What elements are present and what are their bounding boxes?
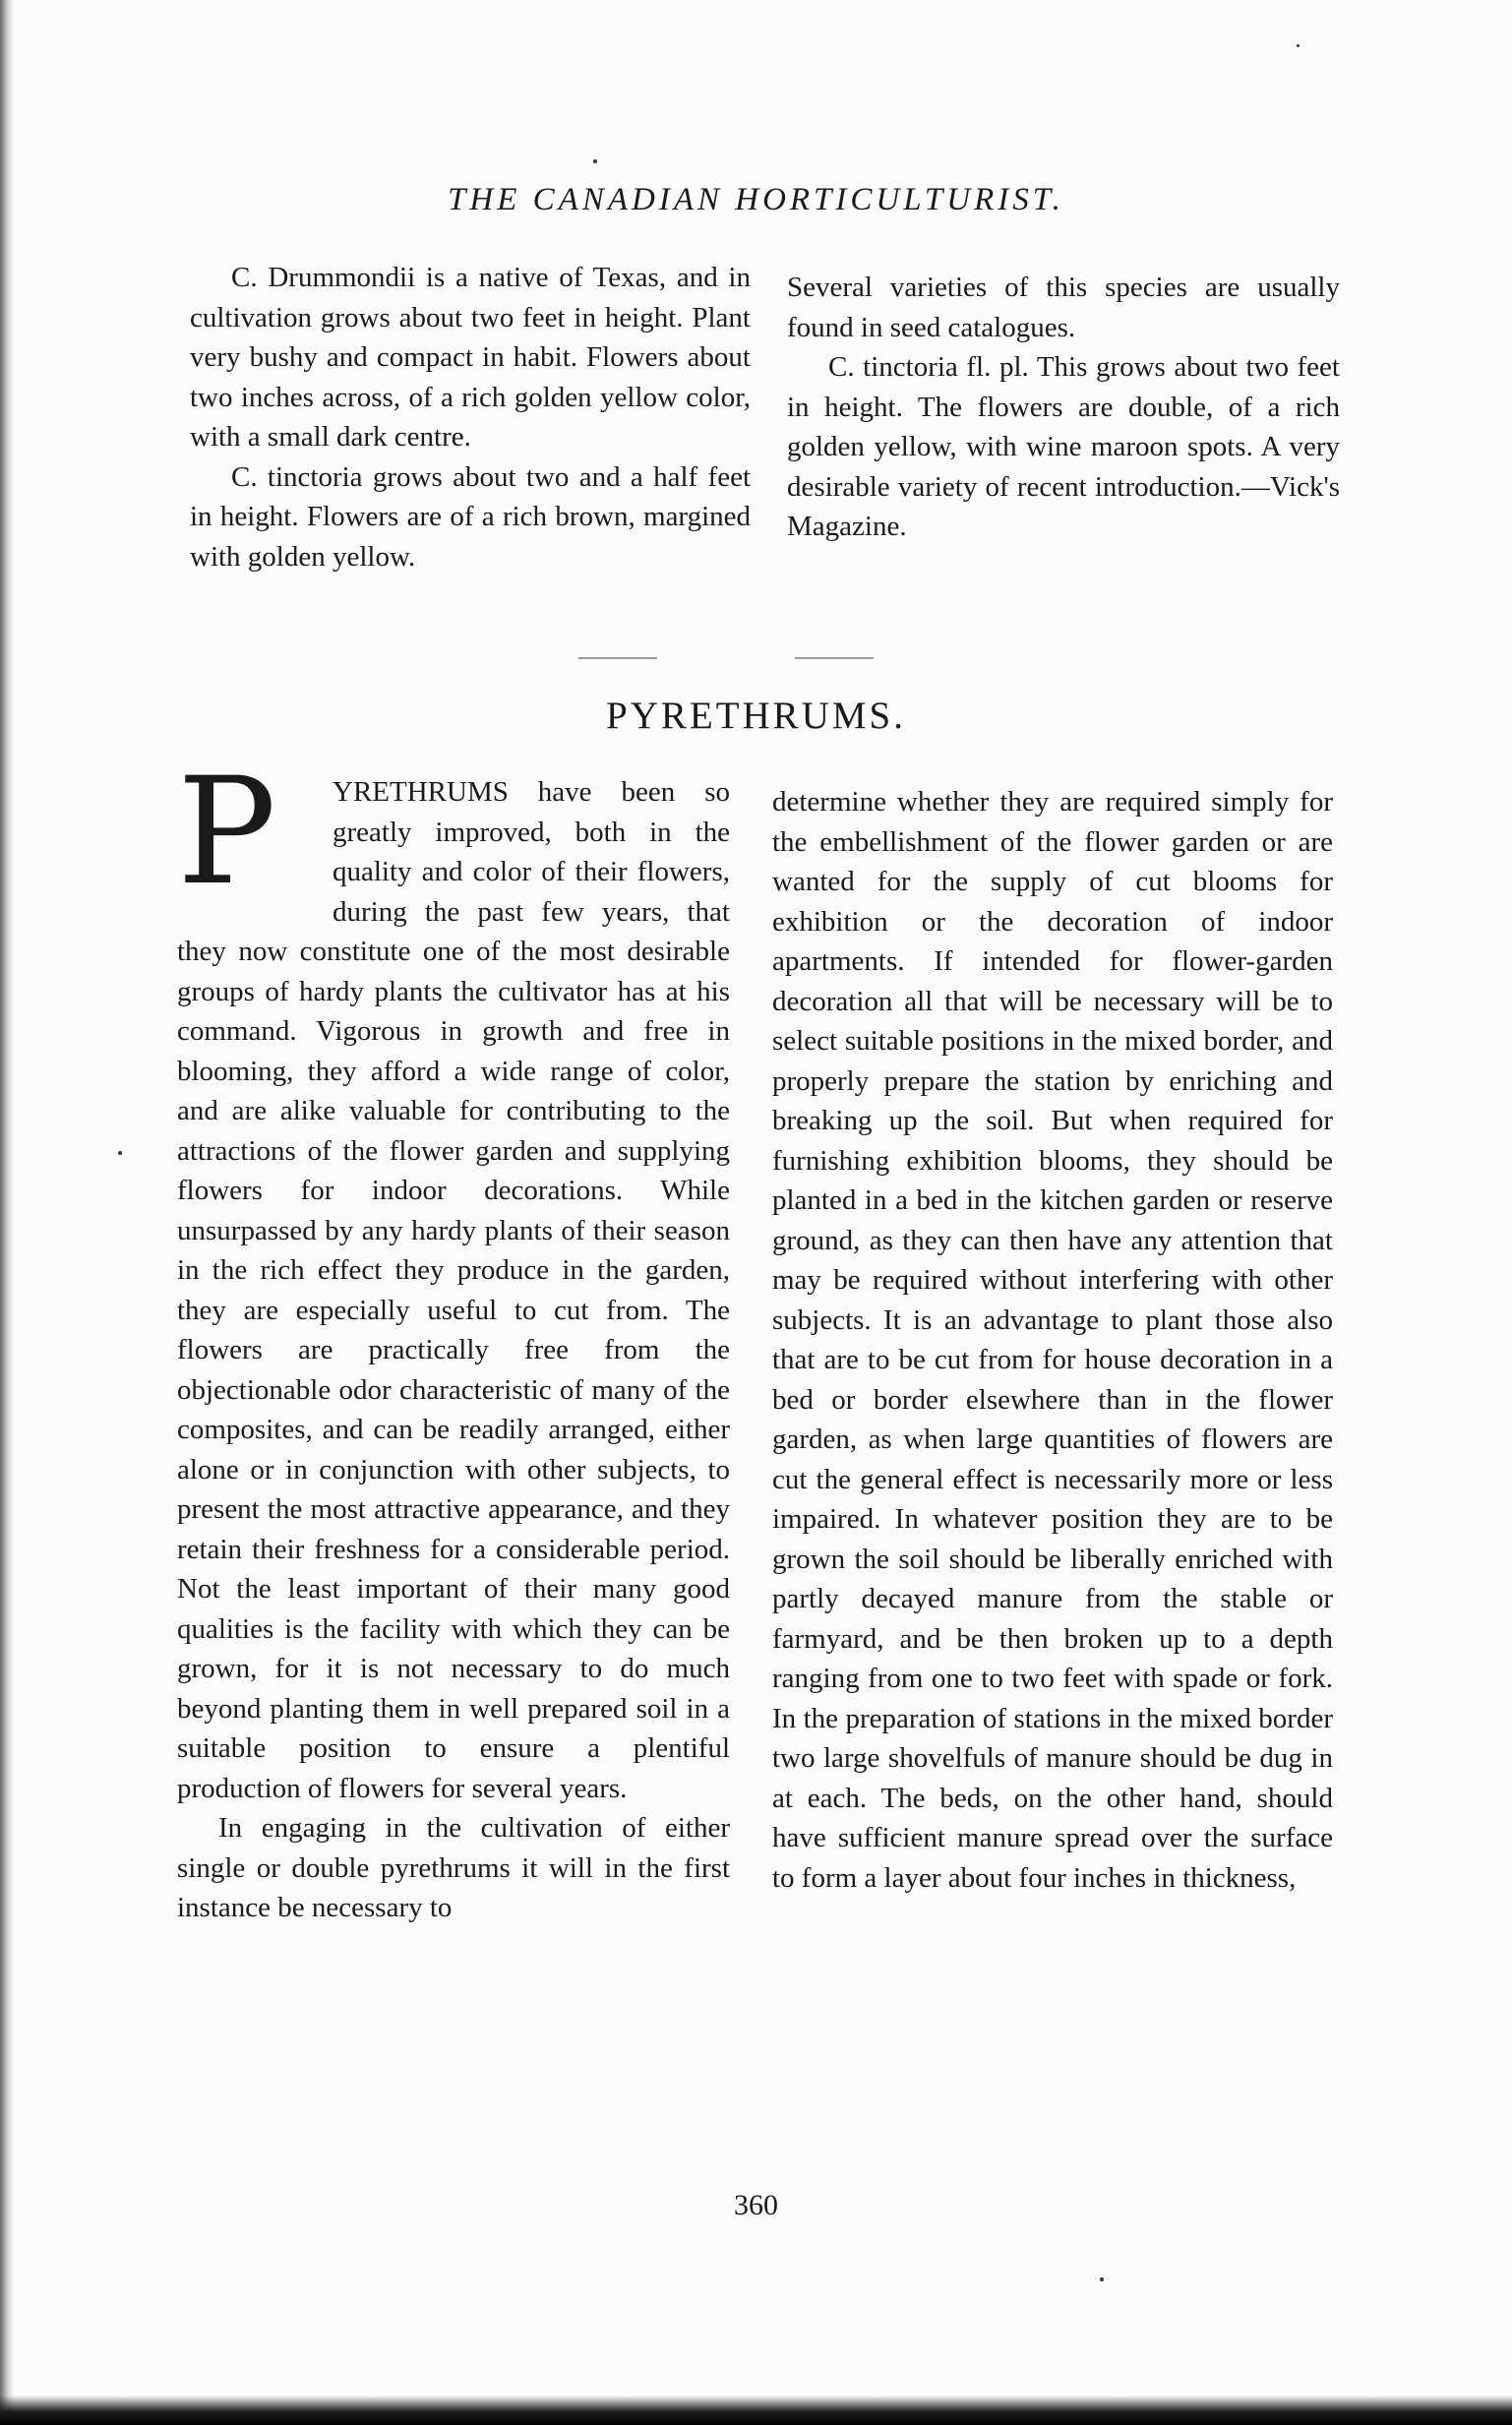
- paragraph-drummondii: C. Drummondii is a native of Texas, and in cultivation grows about two feet in height. Plant very bushy and compact in habit. Flowers about two inches across, of a rich golden yellow color, with a small dark centre.: [190, 262, 751, 453]
- page-bottom-edge: [0, 2395, 1512, 2425]
- paragraph-tinctoria: C. tinctoria grows about two and a half feet in height. Flowers are of a rich brown, margined with golden yellow.: [190, 460, 751, 573]
- separator-rule-right: [795, 657, 874, 659]
- drop-cap: P: [177, 747, 276, 918]
- intro-text: YRETHRUMS have been so greatly improved, both in the quality and color of their flowers, during the past few years, that they now constitute one of the most desirable groups of hardy plants the cultivator has at his command. Vigorous in growth and free in blooming, they afford a wide range of color, and are alike valuable for contributing to the attractions of the flower garden and supplying flowers for indoor decorations. While unsurpassed by any hardy plants of their season in the rich effect they produce in the garden, they are especially useful to cut from. The flowers are practically free from the objectionable odor characteristic of many of the composites, and can be readily arranged, either alone or in conjunction with other subjects, to present the most attractive appearance, and they retain their freshness for a considerable period. Not the least important of their many good qualities is the facility with which they can be grown, for it is not necessary to do much beyond planting them in well prepared soil in a suitable position to ensure a plentiful production of flowers for several years.: [177, 776, 730, 1804]
- paragraph-continuation: determine whether they are required simply for the embellishment of the flower garden or are wanted for the supply of cut blooms for exhibition or the decoration of indoor apartments. If intended for flower-garden decoration all that will be necessary will be to select suitable positions in the mixed border, and properly prepare the station by enriching and breaking up the soil. But when required for furnishing exhibition blooms, they should be planted in a bed in the kitchen garden or reserve ground, as they can then have any attention that may be required without interfering with other subjects. It is an advantage to plant those also that are to be cut from for house decoration in a bed or border elsewhere than in the flower garden, as when large quantities of flowers are cut the general effect is necessarily more or less impaired. In whatever position they are to be grown the soil should be liberally enriched with partly decayed manure from the stable or farmyard, and be then broken up to a depth ranging from one to two feet with spade or fork. In the preparation of stations in the mixed border two large shovelfuls of manure should be dug in at each. The beds, on the other hand, should have sufficient manure spread over the surface to form a layer about four inches in thickness,: [772, 786, 1333, 1894]
- article-title: PYRETHRUMS.: [606, 695, 906, 737]
- article-left-column: [177, 747, 730, 1928]
- running-header: THE CANADIAN HORTICULTURIST.: [448, 182, 1064, 217]
- page-number: 360: [734, 2189, 778, 2221]
- paragraph-varieties: Several varieties of this species are usually found in seed catalogues.: [787, 272, 1340, 343]
- paragraph-intro: [177, 747, 730, 1808]
- print-speck: [593, 159, 597, 163]
- print-speck: [1297, 44, 1300, 47]
- print-speck: [118, 1151, 122, 1155]
- top-left-column: [190, 258, 751, 576]
- paragraph-cultivation: In engaging in the cultivation of either single or double pyrethrums it will in the first instance be necessary to: [177, 1812, 730, 1923]
- page-edge-shadow: [0, 0, 14, 2425]
- top-right-column: [787, 268, 1340, 547]
- paragraph-tinctoria-fl-pl: C. tinctoria fl. pl. This grows about two feet in height. The flowers are double, of a rich golden yellow, with wine maroon spots. A very desirable variety of recent introduction.—Vick's Magazine.: [787, 351, 1340, 542]
- article-right-column: [772, 782, 1333, 1898]
- separator-rule-left: [578, 657, 657, 659]
- print-speck: [1100, 2277, 1104, 2281]
